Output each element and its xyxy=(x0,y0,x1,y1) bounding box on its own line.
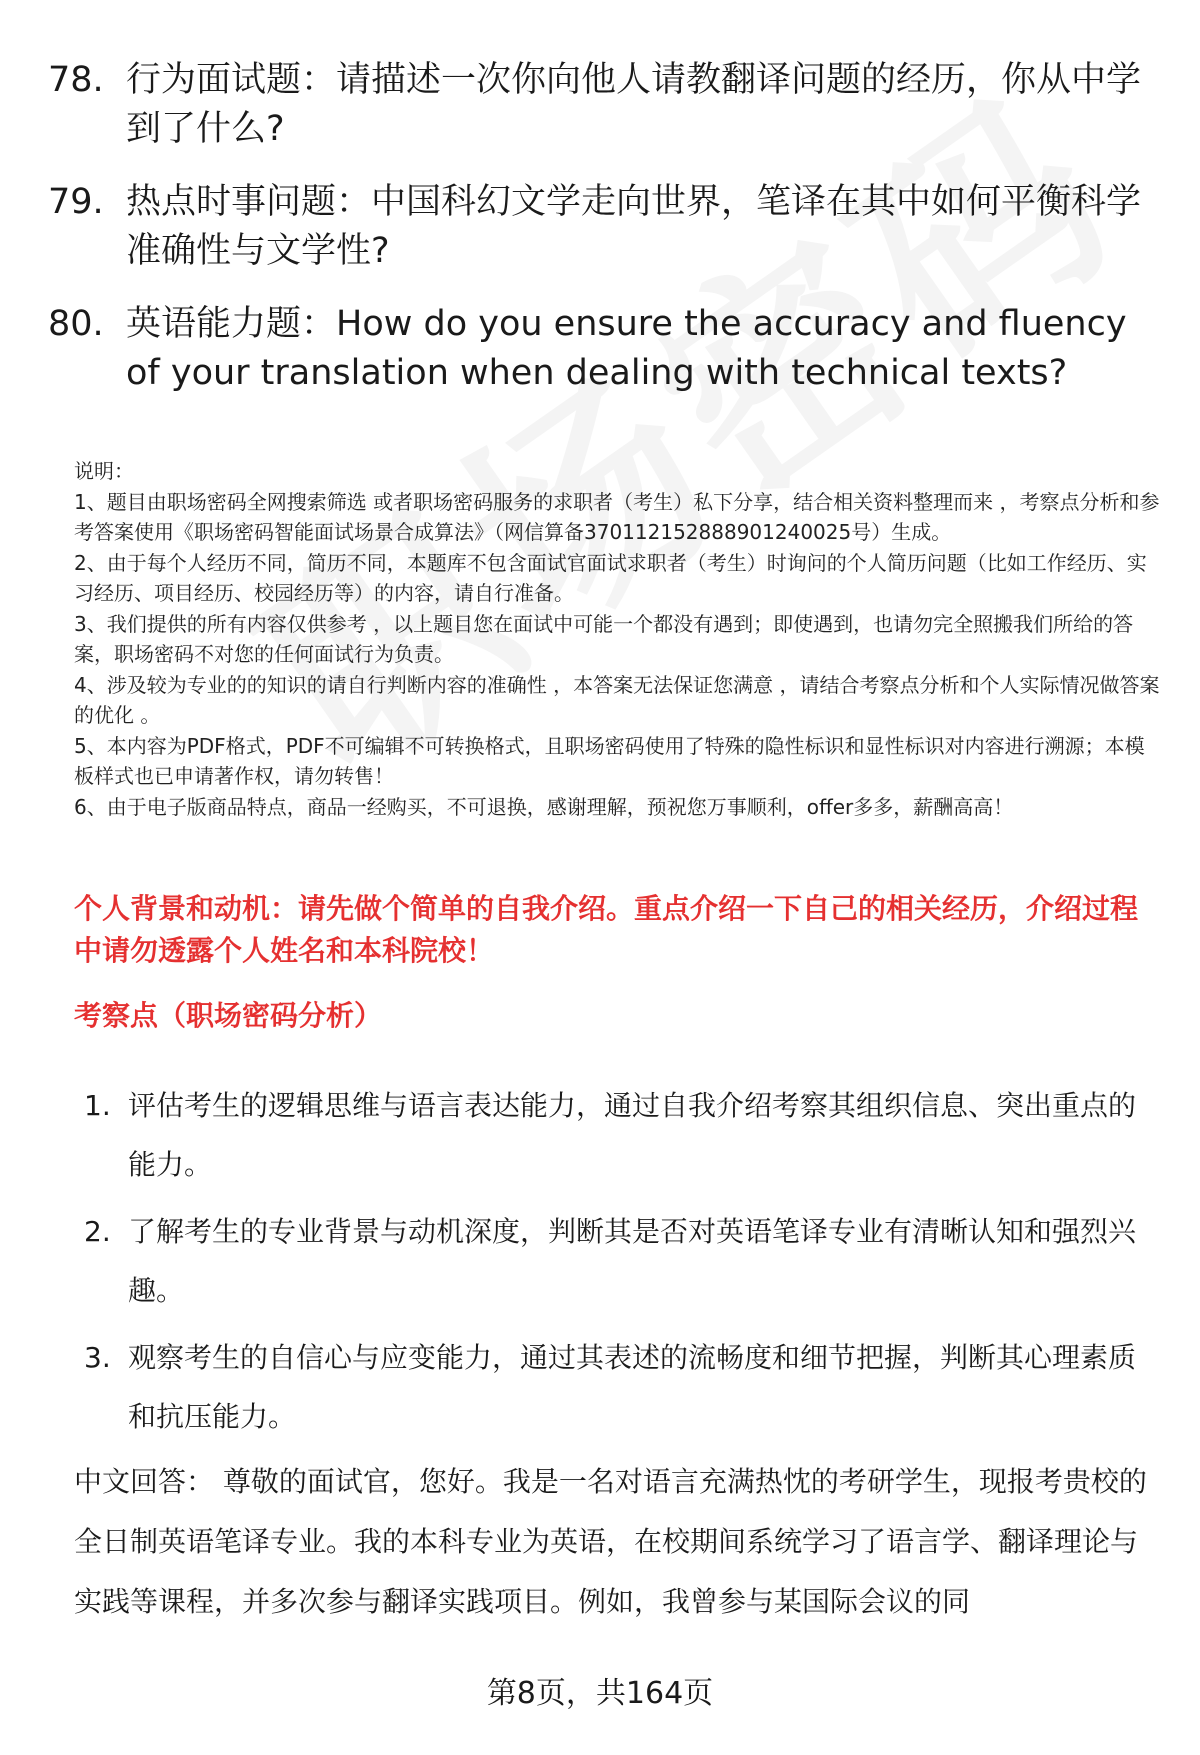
analysis-point xyxy=(84,1202,1160,1320)
point-number: 3. xyxy=(84,1341,111,1374)
answer-paragraph xyxy=(74,1452,1160,1632)
point-text: 了解考生的专业背景与动机深度，判断其是否对英语笔译专业有清晰认知和强烈兴趣。 xyxy=(128,1215,1137,1307)
analysis-heading: 考察点（职场密码分析） xyxy=(74,999,383,1032)
question-text: 英语能力题：How do you ensure the accuracy and fluency of your translation when dealing with technical texts? xyxy=(126,304,1127,393)
question-item xyxy=(48,56,1148,154)
question-item xyxy=(48,178,1148,276)
question-text: 热点时事问题：中国科幻文学走向世界，笔译在其中如何平衡科学准确性与文学性? xyxy=(126,182,1142,271)
note-item: 2、由于每个人经历不同，简历不同，本题库不包含面试官面试求职者（考生）时询问的个人简历问题（比如工作经历、实习经历、项目经历、校园经历等）的内容，请自行准备。 xyxy=(74,550,1147,605)
analysis-point xyxy=(84,1328,1160,1446)
note-item: 6、由于电子版商品特点，商品一经购买，不可退换，感谢理解，预祝您万事顺利，offer多多，薪酬高高！ xyxy=(74,794,1014,819)
question-text: 行为面试题：请描述一次你向他人请教翻译问题的经历，你从中学到了什么? xyxy=(126,60,1142,149)
answer-label: 中文回答： xyxy=(74,1465,215,1498)
point-text: 评估考生的逻辑思维与语言表达能力，通过自我介绍考察其组织信息、突出重点的能力。 xyxy=(128,1089,1137,1181)
question-item xyxy=(48,300,1148,398)
point-number: 2. xyxy=(84,1215,111,1248)
note-item: 1、题目由职场密码全网搜索筛选 或者职场密码服务的求职者（考生）私下分享，结合相关资料整理而来 ，考察点分析和参考答案使用《职场密码智能面试场景合成算法》（网信算备370112152888901240025号）生成。 xyxy=(74,489,1160,544)
analysis-points xyxy=(84,1076,1160,1454)
page-footer: 第8页，共164页 xyxy=(486,1676,714,1711)
answer-text: 尊敬的面试官，您好。我是一名对语言充满热忱的考研学生，现报考贵校的全日制英语笔译专业。我的本科专业为英语，在校期间系统学习了语言学、翻译理论与实践等课程，并多次参与翻译实践项目。例如，我曾参与某国际会议的同 xyxy=(74,1465,1147,1618)
note-item: 4、涉及较为专业的的知识的请自行判断内容的准确性 ，本答案无法保证您满意 ，请结合考察点分析和个人实际情况做答案的优化 。 xyxy=(74,672,1160,727)
question-number: 78. xyxy=(48,60,104,100)
question-number: 79. xyxy=(48,182,104,222)
point-text: 观察考生的自信心与应变能力，通过其表述的流畅度和细节把握，判断其心理素质和抗压能力。 xyxy=(128,1341,1137,1433)
question-list xyxy=(48,56,1148,422)
notes-section xyxy=(74,456,1160,822)
note-item: 5、本内容为PDF格式，PDF不可编辑不可转换格式，且职场密码使用了特殊的隐性标识和显性标识对内容进行溯源；本模板样式也已申请著作权，请勿转售！ xyxy=(74,733,1145,788)
question-heading: 个人背景和动机：请先做个简单的自我介绍。重点介绍一下自己的相关经历，介绍过程中请勿透露个人姓名和本科院校！ xyxy=(74,892,1139,967)
note-item: 3、我们提供的所有内容仅供参考 ，以上题目您在面试中可能一个都没有遇到；即使遇到，也请勿完全照搬我们所给的答案，职场密码不对您的任何面试行为负责。 xyxy=(74,611,1134,666)
analysis-point xyxy=(84,1076,1160,1194)
notes-title: 说明： xyxy=(74,459,134,483)
point-number: 1. xyxy=(84,1089,111,1122)
question-number: 80. xyxy=(48,304,104,344)
